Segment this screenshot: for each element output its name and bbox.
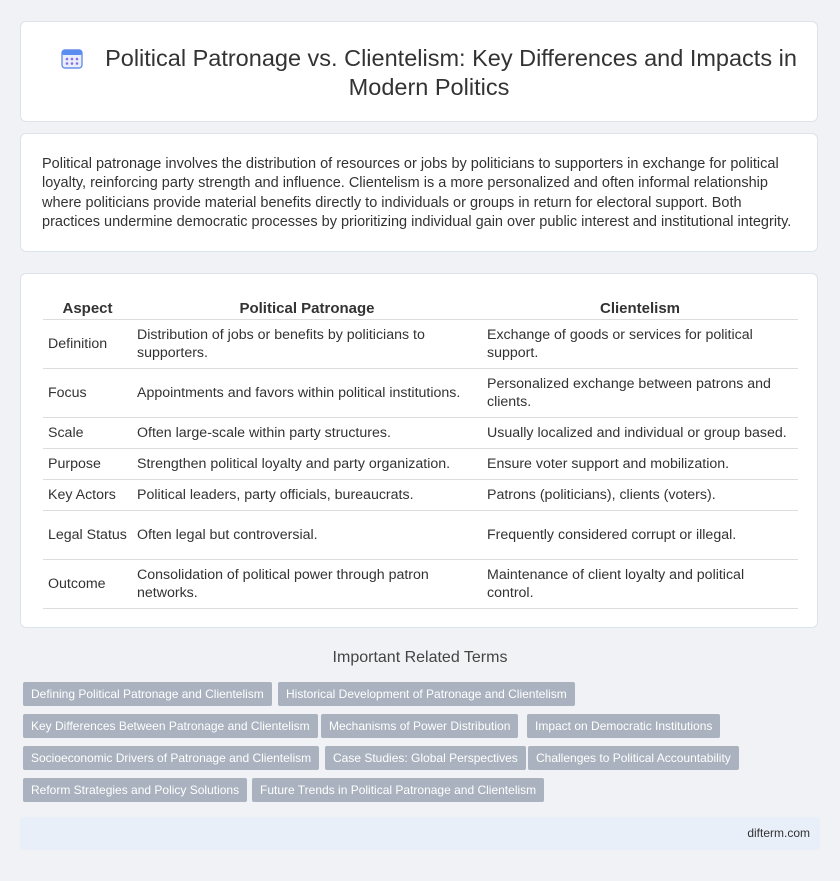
- related-term-tag[interactable]: Defining Political Patronage and Clientelism: [23, 682, 272, 706]
- row-aspect: Scale: [43, 418, 132, 449]
- related-term-tag[interactable]: Case Studies: Global Perspectives: [325, 746, 526, 770]
- page-title: [61, 44, 797, 102]
- intro-paragraph: Political patronage involves the distribution of resources or jobs by politicians to supporters in exchange for political loyalty, reinforcing party strength and influence. Clientelism is a more personalized and often informal relationship where politicians provide material benefits directly to individuals or groups in return for electoral support. Both practices undermine democratic processes by prioritizing individual gain over public interest and institutional integrity.: [42, 156, 792, 231]
- row-clientelism: Patrons (politicians), clients (voters).: [482, 480, 798, 511]
- related-term-tag[interactable]: Reform Strategies and Policy Solutions: [23, 778, 247, 802]
- row-patronage: Distribution of jobs or benefits by politicians to supporters.: [132, 320, 482, 369]
- comparison-card: [20, 273, 818, 628]
- related-terms-title: Important Related Terms: [332, 649, 508, 666]
- row-patronage: Political leaders, party officials, bureaucrats.: [132, 480, 482, 511]
- related-term-tag[interactable]: Impact on Democratic Institutions: [527, 714, 720, 738]
- row-clientelism: Exchange of goods or services for political support.: [482, 320, 798, 369]
- row-patronage: Strengthen political loyalty and party organization.: [132, 449, 482, 480]
- row-aspect: Purpose: [43, 449, 132, 480]
- table-row: [43, 560, 798, 609]
- related-term-tag[interactable]: Socioeconomic Drivers of Patronage and Clientelism: [23, 746, 319, 770]
- row-patronage: Consolidation of political power through patron networks.: [132, 560, 482, 609]
- header-card: [20, 21, 818, 122]
- row-aspect: Key Actors: [43, 480, 132, 511]
- related-term-tag[interactable]: Historical Development of Patronage and Clientelism: [278, 682, 575, 706]
- related-term-tag[interactable]: Future Trends in Political Patronage and Clientelism: [252, 778, 544, 802]
- row-clientelism: Ensure voter support and mobilization.: [482, 449, 798, 480]
- table-row: [43, 418, 798, 449]
- row-clientelism: Maintenance of client loyalty and political control.: [482, 560, 798, 609]
- row-aspect: Definition: [43, 320, 132, 369]
- row-clientelism: Usually localized and individual or group based.: [482, 418, 798, 449]
- table-row: [43, 320, 798, 369]
- footer-site-link[interactable]: difterm.com: [747, 826, 810, 840]
- row-aspect: Legal Status: [43, 511, 132, 560]
- related-term-tag[interactable]: Key Differences Between Patronage and Clientelism: [23, 714, 318, 738]
- header-political-patronage: Political Patronage: [132, 296, 482, 320]
- related-term-tag[interactable]: Challenges to Political Accountability: [528, 746, 739, 770]
- row-aspect: Outcome: [43, 560, 132, 609]
- table-row: [43, 369, 798, 418]
- header-clientelism: Clientelism: [482, 296, 798, 320]
- footer: [20, 817, 820, 850]
- related-term-tag[interactable]: Mechanisms of Power Distribution: [321, 714, 518, 738]
- page-title-text: Political Patronage vs. Clientelism: Key Differences and Impacts in Modern Politics: [105, 45, 797, 100]
- row-clientelism: Frequently considered corrupt or illegal.: [482, 511, 798, 560]
- comparison-table: [43, 296, 798, 609]
- row-patronage: Appointments and favors within political institutions.: [132, 369, 482, 418]
- table-row: [43, 480, 798, 511]
- calendar-icon: [61, 47, 83, 69]
- row-aspect: Focus: [43, 369, 132, 418]
- row-patronage: Often legal but controversial.: [132, 511, 482, 560]
- table-row: [43, 511, 798, 560]
- table-header-row: [43, 296, 798, 320]
- row-clientelism: Personalized exchange between patrons and clients.: [482, 369, 798, 418]
- row-patronage: Often large-scale within party structures.: [132, 418, 482, 449]
- table-row: [43, 449, 798, 480]
- intro-card: [20, 133, 818, 252]
- header-aspect: Aspect: [43, 296, 132, 320]
